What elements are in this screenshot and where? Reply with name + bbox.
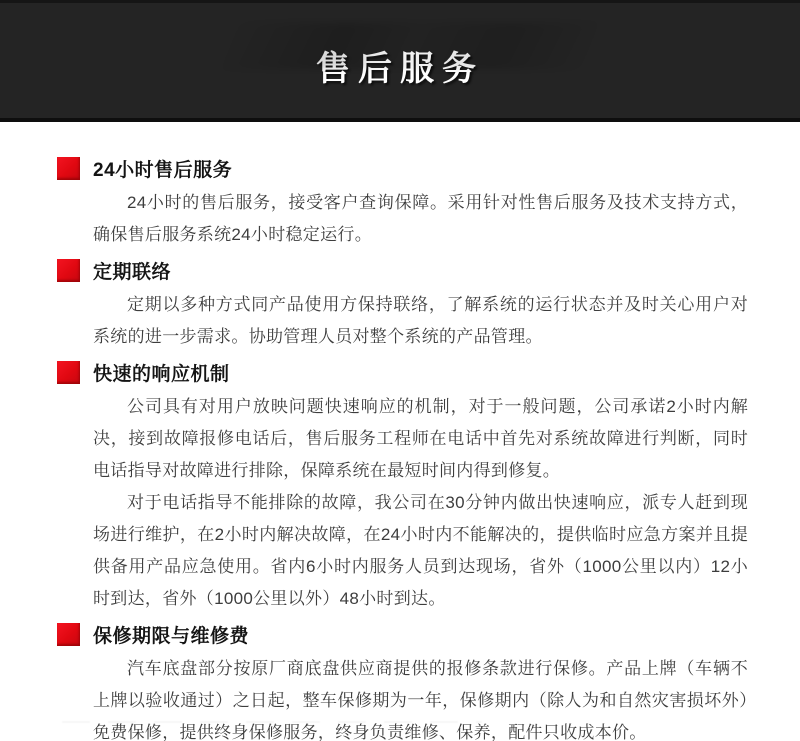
section-warranty-terms xyxy=(57,622,748,741)
section-heading: 定期联络 xyxy=(93,261,172,283)
section-paragraph: 对于电话指导不能排除的故障，我公司在30分钟内做出快速响应，派专人赶到现场进行维护，在2小时内解决故障，在24小时内不能解决的，提供临时应急方案并且提供备用产品应急使用。省内6小时内服务人员到达现场，省外（1000公里以内）12小时到达，省外（1000公里以外）48小时到达。 xyxy=(93,493,748,608)
section-24h-service xyxy=(57,156,748,251)
section-heading-row xyxy=(57,360,748,384)
page-title: 售后服务 xyxy=(316,50,484,88)
red-square-bullet-icon xyxy=(57,361,80,384)
red-square-bullet-icon xyxy=(57,157,80,180)
section-rapid-response xyxy=(57,360,748,615)
section-heading-row xyxy=(57,258,748,282)
section-heading: 快速的响应机制 xyxy=(93,363,230,385)
section-regular-contact xyxy=(57,258,748,353)
section-paragraph: 24小时的售后服务，接受客户查询保障。采用针对性售后服务及技术支持方式，确保售后服务系统24小时稳定运行。 xyxy=(93,193,748,244)
red-square-bullet-icon xyxy=(57,623,80,646)
section-heading-row xyxy=(57,622,748,646)
section-paragraph: 汽车底盘部分按原厂商底盘供应商提供的报修条款进行保修。产品上牌（车辆不上牌以验收通过）之日起，整车保修期为一年，保修期内（除人为和自然灾害损坏外）免费保修，提供终身保修服务，终身负责维修、保养，配件只收成本价。 xyxy=(93,659,748,741)
red-square-bullet-icon xyxy=(57,259,80,282)
section-paragraph: 公司具有对用户放映问题快速响应的机制，对于一般问题，公司承诺2小时内解决，接到故障报修电话后，售后服务工程师在电话中首先对系统故障进行判断，同时电话指导对故障进行排除，保障系统在最短时间内得到修复。 xyxy=(93,397,748,480)
page-header-banner xyxy=(0,0,800,122)
section-heading: 保修期限与维修费 xyxy=(93,625,250,647)
section-paragraph: 定期以多种方式同产品使用方保持联络，了解系统的运行状态并及时关心用户对系统的进一步需求。协助管理人员对整个系统的产品管理。 xyxy=(93,295,748,346)
section-heading: 24小时售后服务 xyxy=(93,159,233,181)
section-heading-row xyxy=(57,156,748,180)
content-area xyxy=(0,122,800,741)
